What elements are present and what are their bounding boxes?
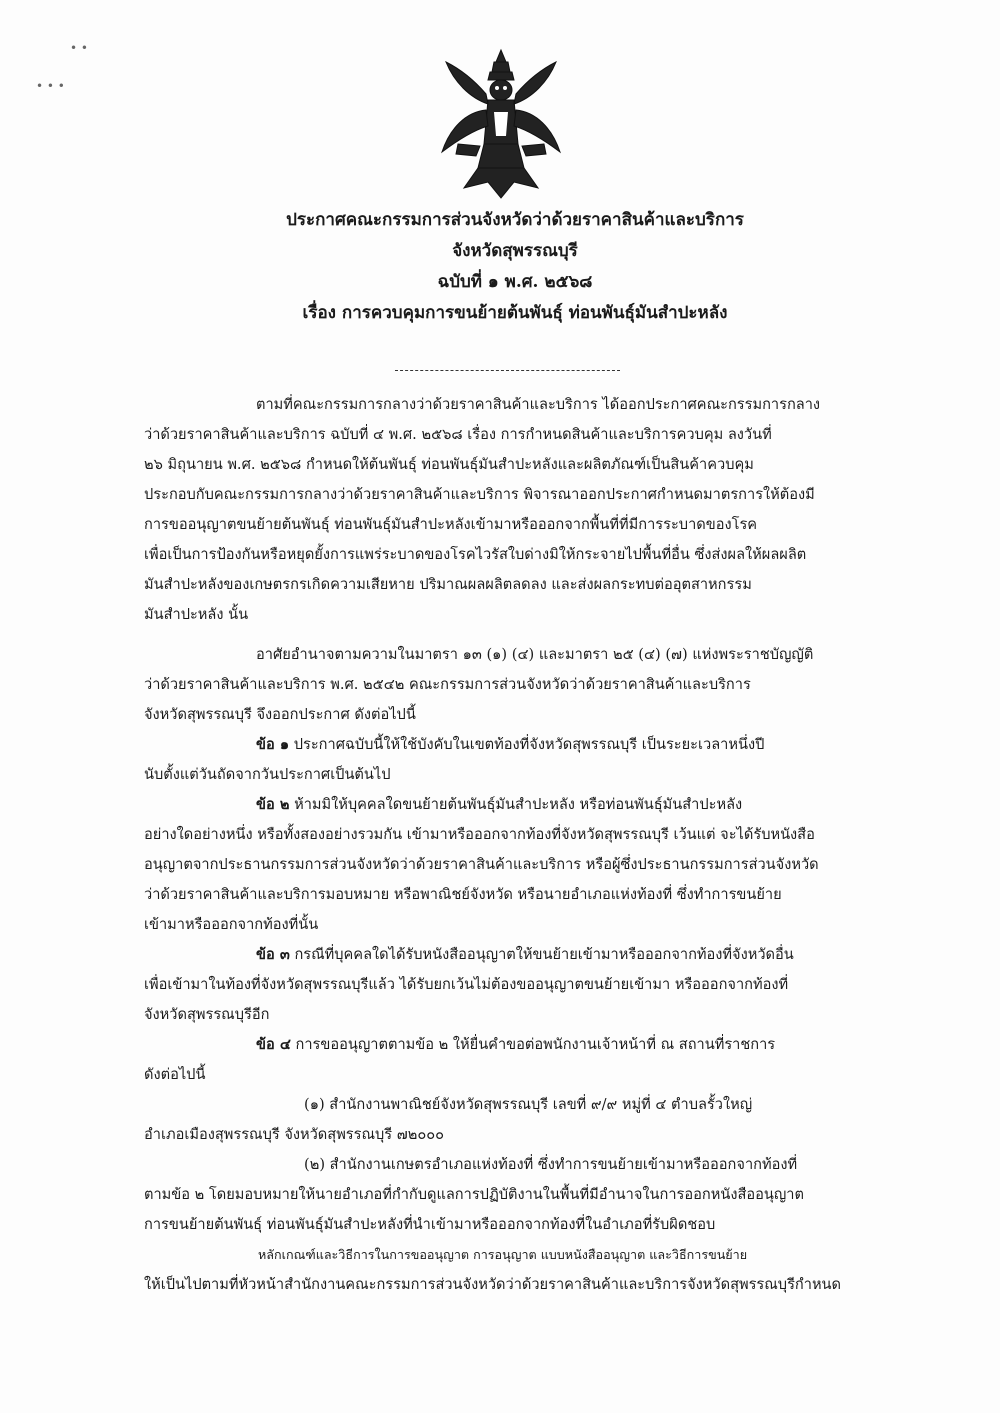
document-body xyxy=(144,390,894,1300)
clause-1-line: นับตั้งแต่วันถัดจากวันประกาศเป็นต้นไป xyxy=(144,766,391,783)
clause-3-line: เพื่อเข้ามาในท้องที่จังหวัดสุพรรณบุรีแล้ว ได้รับยกเว้นไม่ต้องขออนุญาตขนย้ายเข้ามา หรือออกจากท้องที่ xyxy=(144,976,789,993)
clause-3-line: ข้อ ๓ กรณีที่บุคคลใดได้รับหนังสืออนุญาตให้ขนย้ายเข้ามาหรือออกจากท้องที่จังหวัดอื่น xyxy=(256,946,794,963)
clause-2-line: ว่าด้วยราคาสินค้าและบริการมอบหมาย หรือพาณิชย์จังหวัด หรือนายอำเภอแห่งท้องที่ ซึ่งทำการขนย้าย xyxy=(144,886,782,903)
subject-line: เรื่อง การควบคุมการขนย้ายต้นพันธุ์ ท่อนพันธุ์มันสำปะหลัง xyxy=(302,303,728,323)
clause-4-line: ดังต่อไปนี้ xyxy=(144,1066,206,1083)
authority-line: ว่าด้วยราคาสินค้าและบริการ พ.ศ. ๒๕๔๒ คณะกรรมการส่วนจังหวัดว่าด้วยราคาสินค้าและบริการ xyxy=(144,676,751,693)
dashed-divider xyxy=(395,370,620,371)
clause-2-line: ข้อ ๒ ห้ามมิให้บุคคลใดขนย้ายต้นพันธุ์มันสำปะหลัง หรือท่อนพันธุ์มันสำปะหลัง xyxy=(256,796,743,813)
clause-4-line: ข้อ ๔ การขออนุญาตตามข้อ ๒ ให้ยื่นคำขอต่อพนักงานเจ้าหน้าที่ ณ สถานที่ราชการ xyxy=(256,1036,776,1053)
clause-3-line: จังหวัดสุพรรณบุรีอีก xyxy=(144,1006,270,1023)
scan-speck: • • • xyxy=(36,79,65,93)
garuda-emblem xyxy=(436,48,566,200)
authority-line: จังหวัดสุพรรณบุรี จึงออกประกาศ ดังต่อไปนี้ xyxy=(144,706,416,723)
office-1-line: (๑) สำนักงานพาณิชย์จังหวัดสุพรรณบุรี เลขที่ ๙/๙ หมู่ที่ ๔ ตำบลรั้วใหญ่ xyxy=(304,1096,753,1113)
preamble-line: มันสำปะหลังของเกษตรกรเกิดความเสียหาย ปริมาณผลผลิตลดลง และส่งผลกระทบต่ออุตสาหกรรม xyxy=(144,576,752,593)
clause-2-label: ข้อ ๒ xyxy=(256,796,290,813)
office-2-line: (๒) สำนักงานเกษตรอำเภอแห่งท้องที่ ซึ่งทำการขนย้ายเข้ามาหรือออกจากท้องที่ xyxy=(304,1156,798,1173)
clause-1-line: ข้อ ๑ ประกาศฉบับนี้ให้ใช้บังคับในเขตท้องที่จังหวัดสุพรรณบุรี เป็นระยะเวลาหนึ่งปี xyxy=(256,736,765,753)
clause-4-label: ข้อ ๔ xyxy=(256,1036,291,1053)
scan-speck: • • xyxy=(70,41,88,55)
criteria-line: หลักเกณฑ์และวิธีการในการขออนุญาต การอนุญาต แบบหนังสืออนุญาต และวิธีการขนย้าย xyxy=(258,1247,748,1262)
preamble-line: เพื่อเป็นการป้องกันหรือหยุดยั้งการแพร่ระบาดของโรคไวรัสใบด่างมิให้กระจายไปพื้นที่อื่น ซึ่งส่งผลให้ผลผลิต xyxy=(144,546,807,563)
clause-2-line: เข้ามาหรือออกจากท้องที่นั้น xyxy=(144,916,319,933)
province-name: จังหวัดสุพรรณบุรี xyxy=(452,241,578,261)
issue-number: ฉบับที่ ๑ พ.ศ. ๒๕๖๘ xyxy=(437,272,593,292)
preamble-line: มันสำปะหลัง นั้น xyxy=(144,606,249,623)
authority-line: อาศัยอำนาจตามความในมาตรา ๑๓ (๑) (๔) และมาตรา ๒๕ (๔) (๗) แห่งพระราชบัญญัติ xyxy=(256,646,814,663)
clause-2-line: อนุญาตจากประธานกรรมการส่วนจังหวัดว่าด้วยราคาสินค้าและบริการ หรือผู้ซึ่งประธานกรรมการส่วนจังหวัด xyxy=(144,856,819,873)
office-1-line: อำเภอเมืองสุพรรณบุรี จังหวัดสุพรรณบุรี ๗๒๐๐๐ xyxy=(144,1126,445,1143)
clause-3-label: ข้อ ๓ xyxy=(256,946,290,963)
announcement-title: ประกาศคณะกรรมการส่วนจังหวัดว่าด้วยราคาสินค้าและบริการ xyxy=(286,210,744,230)
office-2-line: การขนย้ายต้นพันธุ์ ท่อนพันธุ์มันสำปะหลังที่นำเข้ามาหรือออกจากท้องที่ในอำเภอที่รับผิดชอบ xyxy=(144,1216,716,1233)
preamble-line: ประกอบกับคณะกรรมการกลางว่าด้วยราคาสินค้าและบริการ พิจารณาออกประกาศกำหนดมาตรการให้ต้องมี xyxy=(144,486,815,503)
preamble-line: ตามที่คณะกรรมการกลางว่าด้วยราคาสินค้าและบริการ ได้ออกประกาศคณะกรรมการกลาง xyxy=(256,396,821,413)
criteria-line: ให้เป็นไปตามที่หัวหน้าสำนักงานคณะกรรมการส่วนจังหวัดว่าด้วยราคาสินค้าและบริการจังหวัดสุพรรณบุรีกำหนด xyxy=(144,1276,842,1293)
clause-2-line: อย่างใดอย่างหนึ่ง หรือทั้งสองอย่างรวมกัน เข้ามาหรือออกจากท้องที่จังหวัดสุพรรณบุรี เว้นแต่ จะได้รับหนังสือ xyxy=(144,826,815,843)
document-header xyxy=(200,205,830,329)
office-2-line: ตามข้อ ๒ โดยมอบหมายให้นายอำเภอที่กำกับดูแลการปฏิบัติงานในพื้นที่มีอำนาจในการออกหนังสืออนุญาต xyxy=(144,1186,804,1203)
preamble-line: ว่าด้วยราคาสินค้าและบริการ ฉบับที่ ๔ พ.ศ. ๒๕๖๘ เรื่อง การกำหนดสินค้าและบริการควบคุม ลงวันที่ xyxy=(144,426,772,443)
clause-1-label: ข้อ ๑ xyxy=(256,736,290,753)
preamble-line: การขออนุญาตขนย้ายต้นพันธุ์ ท่อนพันธุ์มันสำปะหลังเข้ามาหรือออกจากพื้นที่ที่มีการระบาดของโรค xyxy=(144,516,758,533)
preamble-line: ๒๖ มิถุนายน พ.ศ. ๒๕๖๘ กำหนดให้ต้นพันธุ์ ท่อนพันธุ์มันสำปะหลังและผลิตภัณฑ์เป็นสินค้าควบคุม xyxy=(144,456,754,473)
